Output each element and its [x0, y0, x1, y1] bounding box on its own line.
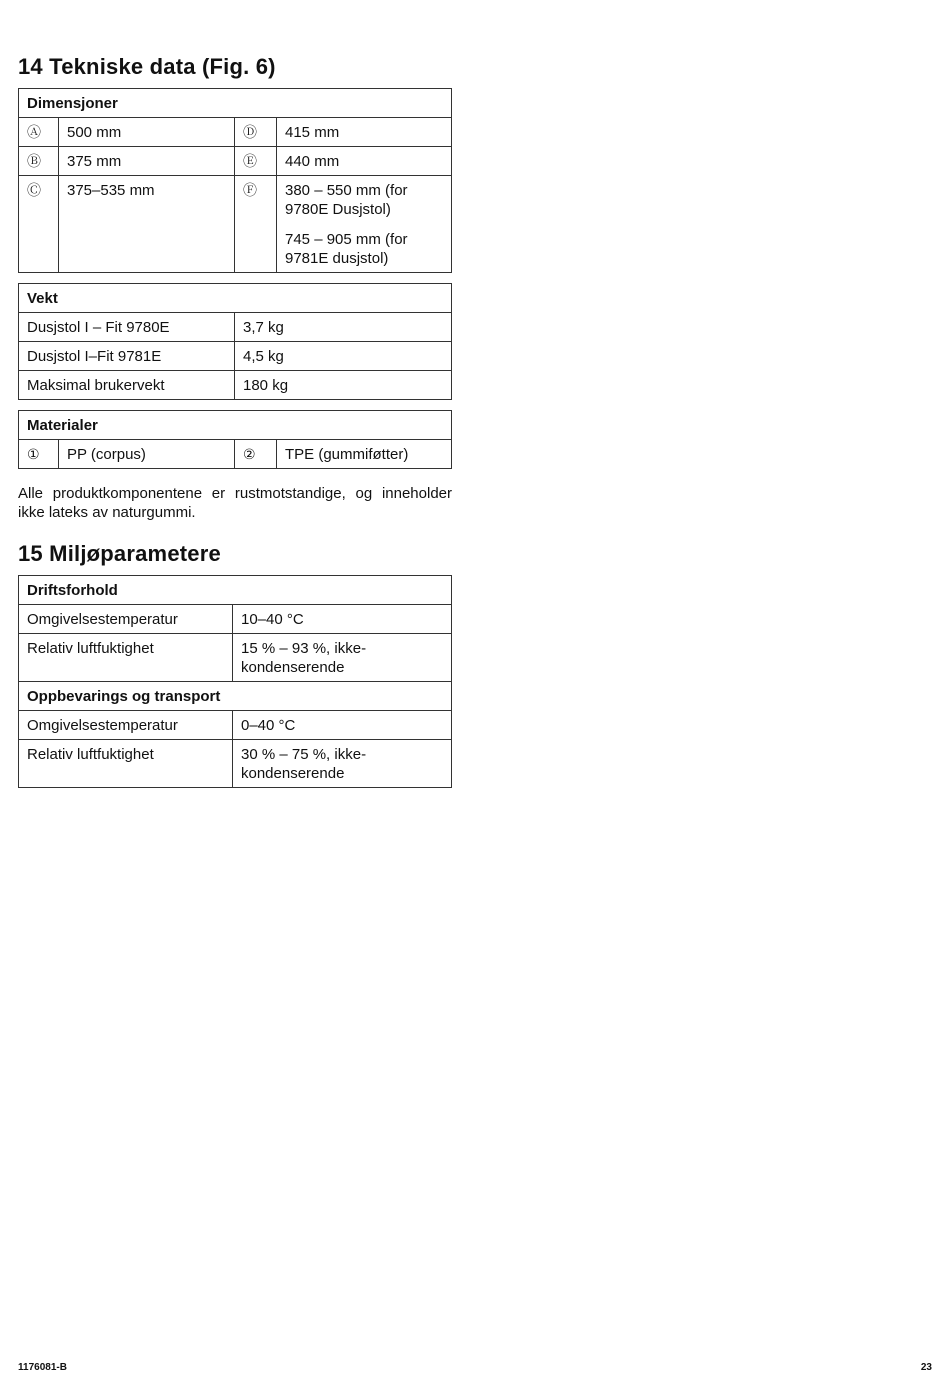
- material-2-value: TPE (gummiføtter): [277, 440, 452, 469]
- weight-value: 180 kg: [235, 371, 452, 400]
- table-row: [19, 634, 452, 682]
- environment-table: [18, 575, 452, 788]
- symbol-e: Ⓔ: [235, 147, 277, 176]
- dimension-c-value: 375–535 mm: [59, 176, 235, 273]
- section-14-title: 14 Tekniske data (Fig. 6): [18, 54, 276, 79]
- table-row: [19, 711, 452, 740]
- operating-header: Driftsforhold: [19, 576, 452, 605]
- materials-header: Materialer: [19, 411, 452, 440]
- weight-label: Dusjstol I–Fit 9781E: [19, 342, 235, 371]
- symbol-d: Ⓓ: [235, 118, 277, 147]
- material-1-value: PP (corpus): [59, 440, 235, 469]
- weight-value: 4,5 kg: [235, 342, 452, 371]
- dimension-f-value-9780e: 380 – 550 mm (for 9780E Dusjstol): [285, 182, 408, 218]
- storage-header: Oppbevarings og transport: [19, 682, 452, 711]
- table-row: [19, 371, 452, 400]
- symbol-b: Ⓑ: [19, 147, 59, 176]
- symbol-c: Ⓒ: [19, 176, 59, 273]
- env-value: 10–40 °C: [233, 605, 452, 634]
- symbol-f: Ⓕ: [235, 176, 277, 273]
- weight-table: [18, 283, 452, 400]
- env-label: Relativ luftfuktighet: [19, 634, 233, 682]
- dimension-b-value: 375 mm: [59, 147, 235, 176]
- symbol-a: Ⓐ: [19, 118, 59, 147]
- page-number: 23: [920, 1362, 932, 1373]
- weight-label: Maksimal brukervekt: [19, 371, 235, 400]
- dimensions-header: Dimensjoner: [19, 89, 452, 118]
- materials-table: [18, 410, 452, 469]
- env-label: Omgivelsestemperatur: [19, 711, 233, 740]
- materials-note: Alle produktkomponentene er rustmotstandige, og inneholder ikke lateks av naturgummi.: [18, 485, 452, 521]
- table-row: [19, 740, 452, 788]
- table-row: [19, 147, 452, 176]
- dimension-e-value: 440 mm: [277, 147, 452, 176]
- dimension-d-value: 415 mm: [277, 118, 452, 147]
- table-row: [19, 342, 452, 371]
- symbol-1: ①: [19, 440, 59, 469]
- table-row: [19, 176, 452, 273]
- weight-value: 3,7 kg: [235, 313, 452, 342]
- dimension-f-cell: [277, 176, 452, 273]
- table-row: [19, 313, 452, 342]
- dimensions-table: [18, 88, 452, 273]
- document-number: 1176081-B: [18, 1362, 67, 1373]
- section-15-title: 15 Miljøparametere: [18, 541, 221, 566]
- table-row: [19, 605, 452, 634]
- env-value: 30 % – 75 %, ikke-kondenserende: [233, 740, 452, 788]
- symbol-2: ②: [235, 440, 277, 469]
- env-label: Omgivelsestemperatur: [19, 605, 233, 634]
- env-label: Relativ luftfuktighet: [19, 740, 233, 788]
- dimension-f-value-9781e: 745 – 905 mm (for 9781E dusjstol): [285, 231, 408, 267]
- weight-header: Vekt: [19, 284, 452, 313]
- table-row: [19, 118, 452, 147]
- dimension-a-value: 500 mm: [59, 118, 235, 147]
- weight-label: Dusjstol I – Fit 9780E: [19, 313, 235, 342]
- env-value: 15 % – 93 %, ikke-kondenserende: [233, 634, 452, 682]
- env-value: 0–40 °C: [233, 711, 452, 740]
- table-row: [19, 440, 452, 469]
